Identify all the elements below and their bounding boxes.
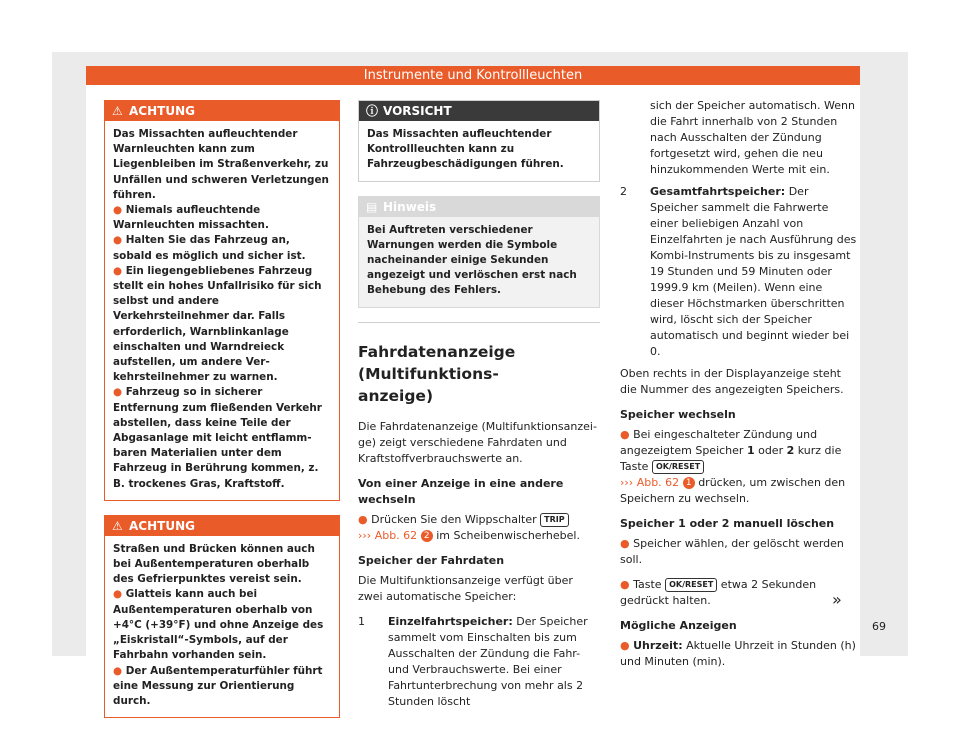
bullet-dot-icon: ● <box>113 204 126 217</box>
bullet: ● Uhrzeit: Aktuelle Uhrzeit in Stunden (h) und Minuten (min). <box>620 639 856 668</box>
note-icon: ▤ <box>366 199 378 214</box>
section-divider <box>358 322 600 323</box>
warning-box-2 <box>104 515 340 718</box>
bullet: ● Taste OK/RESET etwa 2 Sekunden gedrückt halten. <box>620 578 817 607</box>
bullet-dot-icon: ● <box>620 428 634 441</box>
paragraph: Oben rechts in der Displayanzeige steht die Nummer des angezeigten Speichers. <box>620 367 844 396</box>
trip-key-icon: TRIP <box>540 513 568 527</box>
warning-body <box>105 536 339 717</box>
bullet-dot-icon: ● <box>113 664 126 677</box>
warning-triangle-icon: ⚠ <box>112 104 123 118</box>
warning-header: ⚠ ACHTUNG <box>105 101 339 121</box>
callout-number: 2 <box>421 530 433 542</box>
bullet-dot-icon: ● <box>113 386 126 399</box>
callout-number: 1 <box>683 477 695 489</box>
warning-header: ⚠ ACHTUNG <box>105 516 339 536</box>
numbered-item-continued: sich der Speicher automatisch. Wenn die Fahrt innerhalb von 2 Stunden nach Ausschalten der Zündung fortgesetzt wird, gehen die neu hinzukommenden Werte mit ein. <box>650 99 855 176</box>
warning-triangle-icon: ⚠ <box>112 518 123 533</box>
bullet: ● Drücken Sie den Wippschalter TRIP ››› Abb. 62 2 im Scheibenwischerhebel. <box>358 512 580 542</box>
page-header: Instrumente und Kontrollleuchten <box>86 66 860 85</box>
caution-body: Das Missachten aufleuchtender Kontrollleuchten kann zu Fahrzeugbeschädigungen führen. <box>367 128 564 171</box>
bullet-dot-icon: ● <box>113 234 126 247</box>
bullet-dot-icon: ● <box>113 264 126 277</box>
warning-body <box>105 121 339 500</box>
bullet-dot-icon: ● <box>620 537 634 550</box>
page-number: 69 <box>872 620 886 633</box>
numbered-item: 1 Einzelfahrtspeicher: Der Speicher sammelt vom Einschalten bis zum Ausschalten der Zündung die Fahr- und Verbrauchswerte. Bei einer Fahrtunterbrechung von mehr als 2 Stunden löscht <box>358 614 588 708</box>
note-box <box>358 196 600 308</box>
bullet-dot-icon: ● <box>358 512 372 526</box>
bullet: ● Der Außentemperaturfühler führt eine Messung zur Orientierung durch. <box>113 664 323 707</box>
paragraph: Die Multifunktionsanzeige verfügt über zwei automatische Speicher: <box>358 573 573 603</box>
bullet-dot-icon: ● <box>620 578 634 591</box>
warning-intro: Straßen und Brücken können auch bei Außentemperaturen oberhalb des Gefrierpunktes vereist sein. <box>113 542 315 586</box>
subheading: Von einer Anzeige in eine andere wechseln <box>358 476 564 506</box>
caution-box <box>358 100 600 182</box>
column-1 <box>104 100 340 732</box>
bullet: ● Halten Sie das Fahrzeug an, sobald es möglich und sicher ist. <box>113 234 306 262</box>
ok-reset-key-icon: OK/RESET <box>665 578 717 592</box>
numbered-item: 2 Gesamtfahrtspeicher: Der Speicher sammelt die Fahrwerte einer beliebigen Anzahl von Einzelfahrten je nach Ausführung des Kombi-Instruments bis zu insgesamt 19 Stunden und 59 Minuten oder 1999.9 km (Meilen). Wenn eine dieser Höchstmarken überschritten wird, löscht sich der Speicher automatisch und beginnt wieder bei 0. <box>620 185 857 358</box>
bullet: ● Bei eingeschalteter Zündung und angezeigtem Speicher 1 oder 2 kurz die Taste OK/RESET ››› Abb. 62 1 drücken, um zwischen den Speichern zu wechseln. <box>620 428 846 505</box>
section-title: Fahrdatenanzeige (Multifunktions- anzeige) <box>358 342 516 405</box>
bullet: ● Ein liegengebliebenes Fahrzeug stellt ein hohes Unfallrisiko für sich selbst und andere Verkehrsteilnehmer dar. Falls erforderlich, Warnblinkanlage einschalten und Warndreieck aufstellen, um andere Verkehrsteilnehmer zu warnen. <box>113 264 322 384</box>
continue-chevron-icon: » <box>832 590 842 609</box>
bullet-dot-icon: ● <box>620 639 634 652</box>
bullet: ● Glatteis kann auch bei Außentemperaturen oberhalb von +4°C (+39°F) und ohne Anzeige des „Eiskristall“-Symbols, auf der Fahrbahn vorhanden sein. <box>113 588 324 662</box>
caution-header: ⓘ VORSICHT <box>359 101 599 121</box>
section-intro: Die Fahrdatenanzeige (Multifunktionsanzeige) zeigt verschiedene Fahrdaten und Kraftstoffverbrauchswerte an. <box>358 419 597 465</box>
column-3 <box>620 98 858 679</box>
figure-reference-link[interactable]: ››› Abb. 62 <box>620 476 680 489</box>
note-header: ▤ Hinweis <box>359 197 599 217</box>
figure-reference-link[interactable]: ››› Abb. 62 <box>358 528 418 542</box>
ok-reset-key-icon: OK/RESET <box>652 460 704 474</box>
warning-intro: Das Missachten aufleuchtender Warnleuchten kann zum Liegenbleiben im Straßenverkehr, zu Unfällen und schweren Verletzungen führen. <box>113 128 329 201</box>
note-body: Bei Auftreten verschiedener Warnungen werden die Symbole nacheinander einige Sekunden angezeigt und verlöschen erst nach Behebung des Fehlers. <box>367 223 577 297</box>
warning-box-1 <box>104 100 340 501</box>
bullet: ● Speicher wählen, der gelöscht werden soll. <box>620 537 844 566</box>
subheading: Speicher 1 oder 2 manuell löschen <box>620 517 835 530</box>
info-circle-icon: ⓘ <box>366 104 379 118</box>
subheading: Speicher der Fahrdaten <box>358 553 505 567</box>
bullet: ● Niemals aufleuchtende Warnleuchten missachten. <box>113 204 269 232</box>
subheading: Mögliche Anzeigen <box>620 619 737 632</box>
bullet-dot-icon: ● <box>113 588 126 601</box>
column-2 <box>358 100 600 716</box>
subheading: Speicher wechseln <box>620 408 736 421</box>
bullet: ● Fahrzeug so in sicherer Entfernung zum fließenden Verkehr abstellen, dass keine Teile der Abgasanlage mit leicht entflammbaren Materialien unter dem Fahrzeug in Berührung kommen, z. B. trockenes Gras, Kraftstoff. <box>113 386 322 490</box>
